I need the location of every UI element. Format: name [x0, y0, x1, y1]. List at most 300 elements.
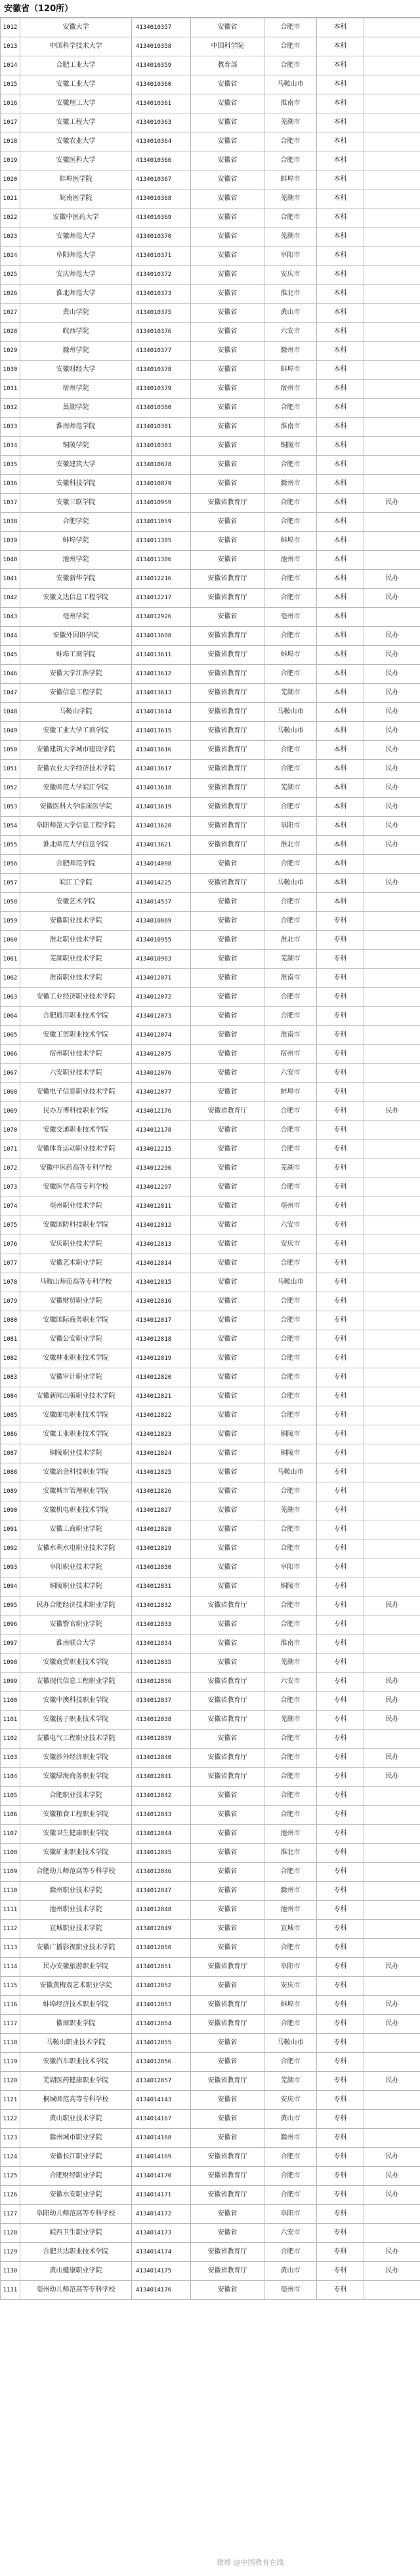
- row-remark: [364, 1501, 420, 1520]
- row-seq: 1116: [1, 1996, 20, 2015]
- row-school-code: 4134010360: [132, 75, 191, 94]
- row-level: 专科: [317, 969, 364, 988]
- row-seq: 1103: [1, 1749, 20, 1768]
- row-authority: 安徽省教育厅: [191, 2243, 264, 2262]
- row-school-code: 4134013620: [132, 817, 191, 836]
- row-level: 本科: [317, 684, 364, 703]
- row-remark: 民办: [364, 1749, 420, 1768]
- row-seq: 1124: [1, 2148, 20, 2167]
- row-remark: 民办: [364, 2148, 420, 2167]
- row-authority: 安徽省: [191, 1882, 264, 1901]
- row-seq: 1099: [1, 1673, 20, 1692]
- row-remark: 民办: [364, 2167, 420, 2186]
- row-seq: 1112: [1, 1920, 20, 1939]
- row-school-name: 安徽卫生健康职业学院: [20, 1825, 132, 1844]
- row-school-code: 4134012814: [132, 1254, 191, 1273]
- row-authority: 安徽省: [191, 1064, 264, 1083]
- table-row: [1, 817, 420, 836]
- row-seq: 1037: [1, 494, 20, 513]
- row-school-name: 安徽文达信息工程学院: [20, 589, 132, 608]
- row-city: 合肥市: [264, 627, 317, 646]
- row-school-code: 4134010363: [132, 113, 191, 132]
- row-city: 黄山市: [264, 2110, 317, 2129]
- row-level: 专科: [317, 1026, 364, 1045]
- row-school-code: 4134012826: [132, 1482, 191, 1501]
- row-seq: 1040: [1, 551, 20, 570]
- row-remark: 民办: [364, 665, 420, 684]
- row-level: 专科: [317, 1806, 364, 1825]
- row-school-name: 芜湖职业技术学院: [20, 950, 132, 969]
- row-authority: 安徽省: [191, 1444, 264, 1463]
- row-authority: 安徽省教育厅: [191, 1958, 264, 1977]
- row-remark: [364, 361, 420, 380]
- row-level: 本科: [317, 874, 364, 893]
- row-level: 本科: [317, 703, 364, 722]
- table-row: [1, 1577, 420, 1596]
- row-school-code: 4134013613: [132, 684, 191, 703]
- row-city: 安庆市: [264, 266, 317, 285]
- row-school-name: 安徽工业大学: [20, 75, 132, 94]
- row-city: 芜湖市: [264, 1159, 317, 1178]
- table-row: [1, 646, 420, 665]
- row-school-name: 皖西卫生职业学院: [20, 2224, 132, 2243]
- row-school-code: 4134013618: [132, 779, 191, 798]
- row-seq: 1061: [1, 950, 20, 969]
- row-level: 本科: [317, 589, 364, 608]
- row-city: 芜湖市: [264, 228, 317, 247]
- row-level: 本科: [317, 304, 364, 323]
- row-school-name: 巢湖学院: [20, 399, 132, 418]
- table-row: [1, 56, 420, 75]
- row-level: 本科: [317, 399, 364, 418]
- row-school-code: 4134014168: [132, 2129, 191, 2148]
- row-school-code: 4134012812: [132, 1216, 191, 1235]
- row-seq: 1074: [1, 1197, 20, 1216]
- row-seq: 1071: [1, 1140, 20, 1159]
- row-school-name: 马鞍山职业技术学院: [20, 2034, 132, 2053]
- row-level: 本科: [317, 418, 364, 437]
- row-city: 合肥市: [264, 2167, 317, 2186]
- row-level: 专科: [317, 988, 364, 1007]
- row-school-name: 安徽师范大学皖江学院: [20, 779, 132, 798]
- table-row: [1, 551, 420, 570]
- row-school-name: 安徽长江职业学院: [20, 2148, 132, 2167]
- row-school-name: 安徽农业大学经济技术学院: [20, 760, 132, 779]
- row-authority: 安徽省教育厅: [191, 2148, 264, 2167]
- row-level: 专科: [317, 1425, 364, 1444]
- row-level: 专科: [317, 1159, 364, 1178]
- table-row: [1, 1920, 420, 1939]
- row-authority: 安徽省教育厅: [191, 703, 264, 722]
- row-level: 专科: [317, 1768, 364, 1787]
- table-row: [1, 2110, 420, 2129]
- row-authority: 安徽省: [191, 132, 264, 151]
- row-school-name: 安庆师范大学: [20, 266, 132, 285]
- row-level: 专科: [317, 2034, 364, 2053]
- row-school-name: 淮南师范学院: [20, 418, 132, 437]
- row-authority: 安徽省: [191, 1654, 264, 1673]
- table-row: [1, 1406, 420, 1425]
- table-row: [1, 1711, 420, 1730]
- table-row: [1, 1330, 420, 1349]
- row-seq: 1094: [1, 1577, 20, 1596]
- row-level: 专科: [317, 1730, 364, 1749]
- row-school-name: 安徽现代信息工程职业学院: [20, 1673, 132, 1692]
- row-city: 合肥市: [264, 1787, 317, 1806]
- row-level: 本科: [317, 779, 364, 798]
- row-school-code: 4134010376: [132, 323, 191, 342]
- row-authority: 安徽省教育厅: [191, 874, 264, 893]
- row-authority: 安徽省: [191, 1539, 264, 1558]
- row-remark: [364, 1730, 420, 1749]
- row-level: 专科: [317, 1844, 364, 1863]
- row-school-name: 安徽矿业职业技术学院: [20, 1844, 132, 1863]
- row-level: 专科: [317, 1083, 364, 1102]
- row-city: 铜陵市: [264, 1577, 317, 1596]
- row-authority: 安徽省教育厅: [191, 779, 264, 798]
- row-authority: 安徽省教育厅: [191, 741, 264, 760]
- row-authority: 安徽省教育厅: [191, 1749, 264, 1768]
- row-school-code: 4134012844: [132, 1825, 191, 1844]
- row-remark: [364, 418, 420, 437]
- row-school-code: 4134014174: [132, 2243, 191, 2262]
- row-remark: [364, 189, 420, 208]
- row-school-code: 4134013608: [132, 627, 191, 646]
- row-authority: 安徽省: [191, 18, 264, 37]
- row-authority: 安徽省: [191, 1615, 264, 1635]
- row-level: 专科: [317, 1787, 364, 1806]
- row-seq: 1044: [1, 627, 20, 646]
- row-city: 宿州市: [264, 380, 317, 399]
- row-authority: 安徽省: [191, 1178, 264, 1197]
- table-row: [1, 494, 420, 513]
- row-school-name: 安徽邮电职业技术学院: [20, 1406, 132, 1425]
- row-seq: 1106: [1, 1806, 20, 1825]
- table-row: [1, 75, 420, 94]
- row-authority: 安徽省: [191, 1387, 264, 1406]
- row-level: 本科: [317, 798, 364, 817]
- row-city: 合肥市: [264, 1349, 317, 1368]
- row-remark: [364, 1159, 420, 1178]
- row-school-code: 4134012849: [132, 1920, 191, 1939]
- row-authority: 安徽省: [191, 456, 264, 475]
- table-row: [1, 1958, 420, 1977]
- row-authority: 安徽省教育厅: [191, 2072, 264, 2091]
- row-school-name: 安徽农业大学: [20, 132, 132, 151]
- row-city: 淮北市: [264, 285, 317, 304]
- row-remark: [364, 1939, 420, 1958]
- row-level: 专科: [317, 1673, 364, 1692]
- row-school-code: 4134010380: [132, 399, 191, 418]
- row-seq: 1051: [1, 760, 20, 779]
- row-authority: 安徽省: [191, 1787, 264, 1806]
- row-level: 本科: [317, 722, 364, 741]
- row-level: 本科: [317, 228, 364, 247]
- row-school-code: 4134014170: [132, 2167, 191, 2186]
- row-seq: 1102: [1, 1730, 20, 1749]
- table-row: [1, 874, 420, 893]
- row-school-code: 4134010370: [132, 228, 191, 247]
- row-authority: 安徽省教育厅: [191, 2262, 264, 2281]
- row-remark: [364, 1235, 420, 1254]
- row-school-code: 4134010955: [132, 931, 191, 950]
- row-school-name: 淮北师范大学信息学院: [20, 836, 132, 855]
- row-seq: 1045: [1, 646, 20, 665]
- table-row: [1, 1102, 420, 1121]
- row-remark: [364, 950, 420, 969]
- row-school-name: 阜阳幼儿师范高等专科学校: [20, 2205, 132, 2224]
- row-seq: 1042: [1, 589, 20, 608]
- row-remark: [364, 56, 420, 75]
- row-seq: 1085: [1, 1406, 20, 1425]
- row-level: 本科: [317, 532, 364, 551]
- row-seq: 1105: [1, 1787, 20, 1806]
- row-city: 池州市: [264, 1825, 317, 1844]
- row-level: 专科: [317, 1863, 364, 1882]
- row-seq: 1022: [1, 208, 20, 228]
- row-school-name: 安徽商贸职业技术学院: [20, 1654, 132, 1673]
- row-seq: 1039: [1, 532, 20, 551]
- table-row: [1, 189, 420, 208]
- row-seq: 1047: [1, 684, 20, 703]
- row-level: 专科: [317, 2205, 364, 2224]
- row-authority: 安徽省: [191, 437, 264, 456]
- row-authority: 安徽省: [191, 113, 264, 132]
- row-school-code: 4134012818: [132, 1330, 191, 1349]
- table-row: [1, 1311, 420, 1330]
- row-school-name: 合肥工业大学: [20, 56, 132, 75]
- row-authority: 安徽省教育厅: [191, 627, 264, 646]
- row-school-name: 蚌埠经济技术职业学院: [20, 1996, 132, 2015]
- row-city: 合肥市: [264, 2015, 317, 2034]
- table-body: [1, 18, 420, 2300]
- row-authority: 安徽省: [191, 1806, 264, 1825]
- row-seq: 1086: [1, 1425, 20, 1444]
- table-row: [1, 760, 420, 779]
- row-remark: [364, 1806, 420, 1825]
- row-school-code: 4134012296: [132, 1159, 191, 1178]
- row-school-code: 4134012840: [132, 1749, 191, 1768]
- row-seq: 1026: [1, 285, 20, 304]
- row-school-name: 安徽工业职业技术学院: [20, 1425, 132, 1444]
- row-remark: [364, 1787, 420, 1806]
- row-seq: 1080: [1, 1311, 20, 1330]
- row-city: 安庆市: [264, 1977, 317, 1996]
- row-school-code: 4134012071: [132, 969, 191, 988]
- row-level: 本科: [317, 760, 364, 779]
- row-school-code: 4134012217: [132, 589, 191, 608]
- table-row: [1, 437, 420, 456]
- row-seq: 1033: [1, 418, 20, 437]
- row-city: 六安市: [264, 1216, 317, 1235]
- table-row: [1, 1045, 420, 1064]
- row-level: 专科: [317, 950, 364, 969]
- row-city: 合肥市: [264, 1806, 317, 1825]
- row-seq: 1117: [1, 2015, 20, 2034]
- row-school-code: 4134013611: [132, 646, 191, 665]
- row-seq: 1078: [1, 1273, 20, 1292]
- row-seq: 1129: [1, 2243, 20, 2262]
- table-row: [1, 1178, 420, 1197]
- row-remark: [364, 475, 420, 494]
- row-remark: [364, 2034, 420, 2053]
- row-level: 本科: [317, 75, 364, 94]
- table-row: [1, 247, 420, 266]
- row-city: 亳州市: [264, 608, 317, 627]
- row-city: 阜阳市: [264, 1958, 317, 1977]
- row-school-code: 4134013615: [132, 722, 191, 741]
- row-remark: [364, 380, 420, 399]
- row-city: 合肥市: [264, 399, 317, 418]
- row-city: 合肥市: [264, 1863, 317, 1882]
- row-city: 亳州市: [264, 2281, 317, 2300]
- table-row: [1, 151, 420, 170]
- table-row: [1, 855, 420, 874]
- table-row: [1, 132, 420, 151]
- row-authority: 安徽省: [191, 94, 264, 113]
- row-level: 本科: [317, 627, 364, 646]
- row-city: 淮南市: [264, 94, 317, 113]
- row-seq: 1113: [1, 1939, 20, 1958]
- row-authority: 安徽省: [191, 266, 264, 285]
- table-row: [1, 798, 420, 817]
- row-school-code: 4134012813: [132, 1235, 191, 1254]
- row-school-name: 合肥学院: [20, 513, 132, 532]
- row-level: 本科: [317, 551, 364, 570]
- row-school-code: 4134010869: [132, 912, 191, 931]
- row-remark: 民办: [364, 646, 420, 665]
- row-remark: [364, 1425, 420, 1444]
- row-level: 专科: [317, 931, 364, 950]
- row-authority: 安徽省: [191, 475, 264, 494]
- row-seq: 1070: [1, 1121, 20, 1140]
- row-level: 专科: [317, 1996, 364, 2015]
- row-remark: [364, 1977, 420, 1996]
- row-seq: 1130: [1, 2262, 20, 2281]
- row-authority: 安徽省: [191, 1825, 264, 1844]
- row-seq: 1087: [1, 1444, 20, 1463]
- row-remark: [364, 304, 420, 323]
- table-row: [1, 170, 420, 189]
- row-level: 专科: [317, 1463, 364, 1482]
- row-seq: 1025: [1, 266, 20, 285]
- row-city: 淮南市: [264, 1635, 317, 1654]
- row-school-code: 4134012216: [132, 570, 191, 589]
- row-city: 六安市: [264, 1064, 317, 1083]
- row-seq: 1108: [1, 1844, 20, 1863]
- row-authority: 安徽省: [191, 2129, 264, 2148]
- row-authority: 安徽省教育厅: [191, 646, 264, 665]
- row-city: 黄山市: [264, 304, 317, 323]
- row-remark: [364, 1463, 420, 1482]
- row-authority: 安徽省: [191, 988, 264, 1007]
- row-authority: 安徽省教育厅: [191, 722, 264, 741]
- row-seq: 1030: [1, 361, 20, 380]
- row-remark: [364, 1007, 420, 1026]
- row-level: 本科: [317, 475, 364, 494]
- row-school-code: 4134012845: [132, 1844, 191, 1863]
- row-authority: 安徽省教育厅: [191, 836, 264, 855]
- row-remark: 民办: [364, 1768, 420, 1787]
- row-school-name: 滁州职业技术学院: [20, 1882, 132, 1901]
- row-city: 合肥市: [264, 912, 317, 931]
- row-school-code: 4134010377: [132, 342, 191, 361]
- row-school-code: 4134013612: [132, 665, 191, 684]
- row-school-name: 安徽电气工程职业技术学院: [20, 1730, 132, 1749]
- row-school-code: 4134011305: [132, 532, 191, 551]
- row-authority: 安徽省: [191, 1558, 264, 1577]
- row-seq: 1048: [1, 703, 20, 722]
- row-school-name: 安徽外国语学院: [20, 627, 132, 646]
- row-school-code: 4134012072: [132, 988, 191, 1007]
- row-school-name: 安徽体育运动职业技术学院: [20, 1140, 132, 1159]
- row-level: 本科: [317, 456, 364, 475]
- row-level: 专科: [317, 1216, 364, 1235]
- row-seq: 1013: [1, 37, 20, 56]
- row-authority: 安徽省: [191, 2034, 264, 2053]
- row-city: 蚌埠市: [264, 361, 317, 380]
- row-seq: 1118: [1, 2034, 20, 2053]
- table-row: [1, 722, 420, 741]
- row-remark: 民办: [364, 627, 420, 646]
- row-school-name: 安徽水安职业学院: [20, 2186, 132, 2205]
- row-level: 本科: [317, 18, 364, 37]
- row-level: 专科: [317, 1596, 364, 1615]
- row-seq: 1058: [1, 893, 20, 912]
- row-school-code: 4134010371: [132, 247, 191, 266]
- row-school-name: 安徽汽车职业技术学院: [20, 2053, 132, 2072]
- row-seq: 1100: [1, 1692, 20, 1711]
- row-level: 专科: [317, 2015, 364, 2034]
- row-school-name: 亳州幼儿师范高等专科学校: [20, 2281, 132, 2300]
- row-level: 本科: [317, 665, 364, 684]
- row-seq: 1090: [1, 1501, 20, 1520]
- row-seq: 1060: [1, 931, 20, 950]
- row-school-code: 4134012178: [132, 1121, 191, 1140]
- row-school-name: 合肥通用职业技术学院: [20, 1007, 132, 1026]
- row-remark: [364, 1539, 420, 1558]
- row-level: 专科: [317, 1749, 364, 1768]
- table-row: [1, 2281, 420, 2300]
- row-school-name: 安徽工贸职业技术学院: [20, 1026, 132, 1045]
- row-seq: 1062: [1, 969, 20, 988]
- row-city: 淮北市: [264, 931, 317, 950]
- table-row: [1, 2186, 420, 2205]
- row-level: 本科: [317, 608, 364, 627]
- row-city: 芜湖市: [264, 1654, 317, 1673]
- row-level: 本科: [317, 741, 364, 760]
- row-school-name: 阜阳师范大学信息工程学院: [20, 817, 132, 836]
- row-seq: 1038: [1, 513, 20, 532]
- row-city: 合肥市: [264, 1692, 317, 1711]
- table-row: [1, 627, 420, 646]
- row-level: 专科: [317, 1635, 364, 1654]
- row-seq: 1096: [1, 1615, 20, 1635]
- row-level: 专科: [317, 2072, 364, 2091]
- row-authority: 安徽省: [191, 1368, 264, 1387]
- row-school-code: 4134012853: [132, 1996, 191, 2015]
- row-school-code: 4134010358: [132, 37, 191, 56]
- row-authority: 安徽省: [191, 1216, 264, 1235]
- table-row: [1, 912, 420, 931]
- row-authority: 安徽省: [191, 1482, 264, 1501]
- row-seq: 1110: [1, 1882, 20, 1901]
- row-seq: 1119: [1, 2053, 20, 2072]
- row-level: 本科: [317, 56, 364, 75]
- row-city: 合肥市: [264, 1007, 317, 1026]
- row-level: 本科: [317, 437, 364, 456]
- row-city: 合肥市: [264, 456, 317, 475]
